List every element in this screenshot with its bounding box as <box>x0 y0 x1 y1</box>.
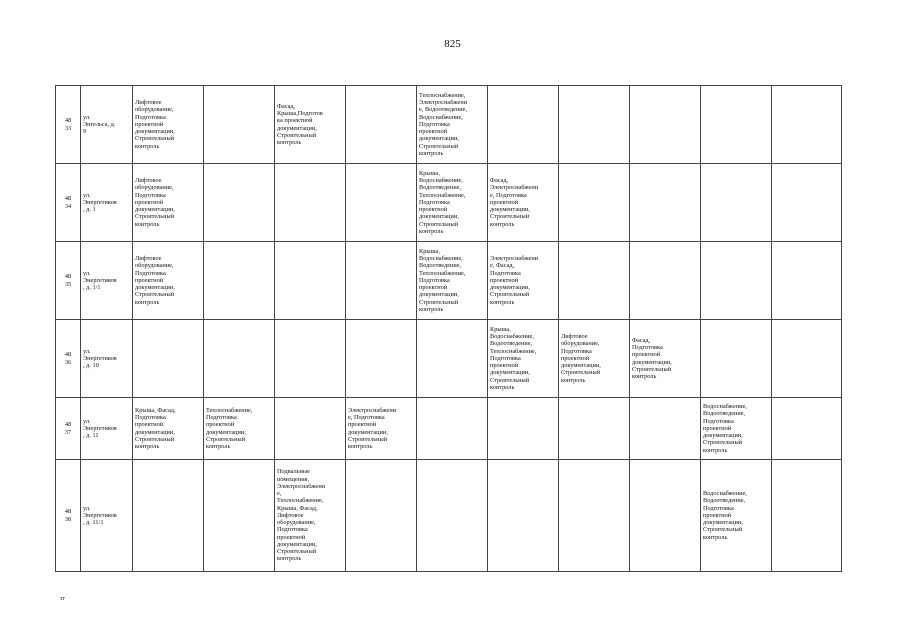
work-cell: Электроснабжени е, Подготовка проектной документации, Строительный контроль <box>346 398 417 460</box>
work-cell <box>630 460 701 572</box>
work-cell <box>204 242 275 320</box>
address-cell: ул. Энергетиков , д. 11 <box>81 398 133 460</box>
work-cell <box>275 242 346 320</box>
work-cell: Теплоснабжение, Подготовка проектной документации, Строительный контроль <box>204 398 275 460</box>
address-cell: ул. Энергетиков , д. 10 <box>81 320 133 398</box>
work-cell <box>346 460 417 572</box>
work-cell <box>133 320 204 398</box>
work-cell <box>772 398 842 460</box>
work-cell <box>417 460 488 572</box>
address-cell: ул. Энгельса, д. 9 <box>81 86 133 164</box>
work-cell <box>204 164 275 242</box>
row-number: 48 36 <box>56 320 81 398</box>
work-cell: Подвальные помещения, Электроснабжени е, Теплоснабжение, Крыша, Фасад, Лифтовое оборудование, Подготовка проектной документации, Строительный контроль <box>275 460 346 572</box>
work-cell <box>488 398 559 460</box>
work-cell <box>204 86 275 164</box>
work-cell <box>275 398 346 460</box>
work-cell <box>630 164 701 242</box>
work-cell <box>701 164 772 242</box>
work-cell <box>133 460 204 572</box>
row-number: 48 34 <box>56 164 81 242</box>
work-cell: Фасад, Крыша,Подготов ка проектной документации, Строительный контроль <box>275 86 346 164</box>
work-cell: Лифтовое оборудование, Подготовка проектной документации, Строительный контроль <box>133 86 204 164</box>
work-cell <box>772 164 842 242</box>
address-cell: ул. Энергетиков , д. 11/1 <box>81 460 133 572</box>
table-row <box>56 242 842 320</box>
work-cell <box>204 460 275 572</box>
work-cell <box>559 460 630 572</box>
work-cell <box>701 242 772 320</box>
work-cell <box>701 320 772 398</box>
work-cell <box>488 86 559 164</box>
work-cell <box>204 320 275 398</box>
work-cell <box>559 164 630 242</box>
page-number: 825 <box>444 38 461 50</box>
work-cell: Фасад, Подготовка проектной документации, Строительный контроль <box>630 320 701 398</box>
work-cell <box>559 242 630 320</box>
work-cell: Водоснабжение, Водоотведение, Подготовка проектной документации, Строительный контроль <box>701 460 772 572</box>
work-cell: Водоснабжение, Водоотведение, Подготовка проектной документации, Строительный контроль <box>701 398 772 460</box>
work-cell: Крыша, Водоснабжение, Водоотведение, Теплоснабжение, Подготовка проектной документации, Строительный контроль <box>417 242 488 320</box>
work-cell <box>346 320 417 398</box>
work-cell: Лифтовое оборудование, Подготовка проектной документации, Строительный контроль <box>133 164 204 242</box>
address-cell: ул. Энергетиков , д. 1 <box>81 164 133 242</box>
work-cell: Фасад, Электроснабжени е, Подготовка проектной документации, Строительный контроль <box>488 164 559 242</box>
work-cell <box>417 398 488 460</box>
work-cell <box>275 320 346 398</box>
work-cell <box>772 320 842 398</box>
work-cell <box>630 86 701 164</box>
work-cell <box>630 242 701 320</box>
row-number: 48 33 <box>56 86 81 164</box>
row-number: 48 38 <box>56 460 81 572</box>
address-cell: ул. Энергетиков , д. 1/1 <box>81 242 133 320</box>
work-cell: Лифтовое оборудование, Подготовка проектной документации, Строительный контроль <box>133 242 204 320</box>
work-cell <box>559 86 630 164</box>
work-cell <box>772 460 842 572</box>
footer-mark: зт <box>60 596 65 602</box>
work-cell <box>346 242 417 320</box>
work-cell: Крыша, Водоснабжение, Водоотведение, Теплоснабжение, Подготовка проектной документации, Строительный контроль <box>488 320 559 398</box>
work-cell <box>488 460 559 572</box>
work-cell: Электроснабжени е, Фасад, Подготовка проектной документации, Строительный контроль <box>488 242 559 320</box>
work-cell <box>772 242 842 320</box>
row-number: 48 37 <box>56 398 81 460</box>
work-cell <box>346 164 417 242</box>
work-cell <box>346 86 417 164</box>
work-cell: Крыша, Водоснабжение, Водоотведение, Теплоснабжение, Подготовка проектной документации, Строительный контроль <box>417 164 488 242</box>
table-row <box>56 86 842 164</box>
work-cell <box>630 398 701 460</box>
work-cell: Лифтовое оборудование, Подготовка проектной документации, Строительный контроль <box>559 320 630 398</box>
work-cell: Теплоснабжение, Электроснабжени е, Водоотведение, Водоснабжение, Подготовка проектной документации, Строительный контроль <box>417 86 488 164</box>
work-cell <box>701 86 772 164</box>
work-schedule-table <box>55 85 842 572</box>
work-cell <box>772 86 842 164</box>
row-number: 48 35 <box>56 242 81 320</box>
work-cell <box>559 398 630 460</box>
table-row <box>56 460 842 572</box>
work-cell: Крыша, Фасад, Подготовка проектной документации, Строительный контроль <box>133 398 204 460</box>
work-cell <box>275 164 346 242</box>
table-row <box>56 164 842 242</box>
table-row <box>56 398 842 460</box>
work-cell <box>417 320 488 398</box>
table-row <box>56 320 842 398</box>
